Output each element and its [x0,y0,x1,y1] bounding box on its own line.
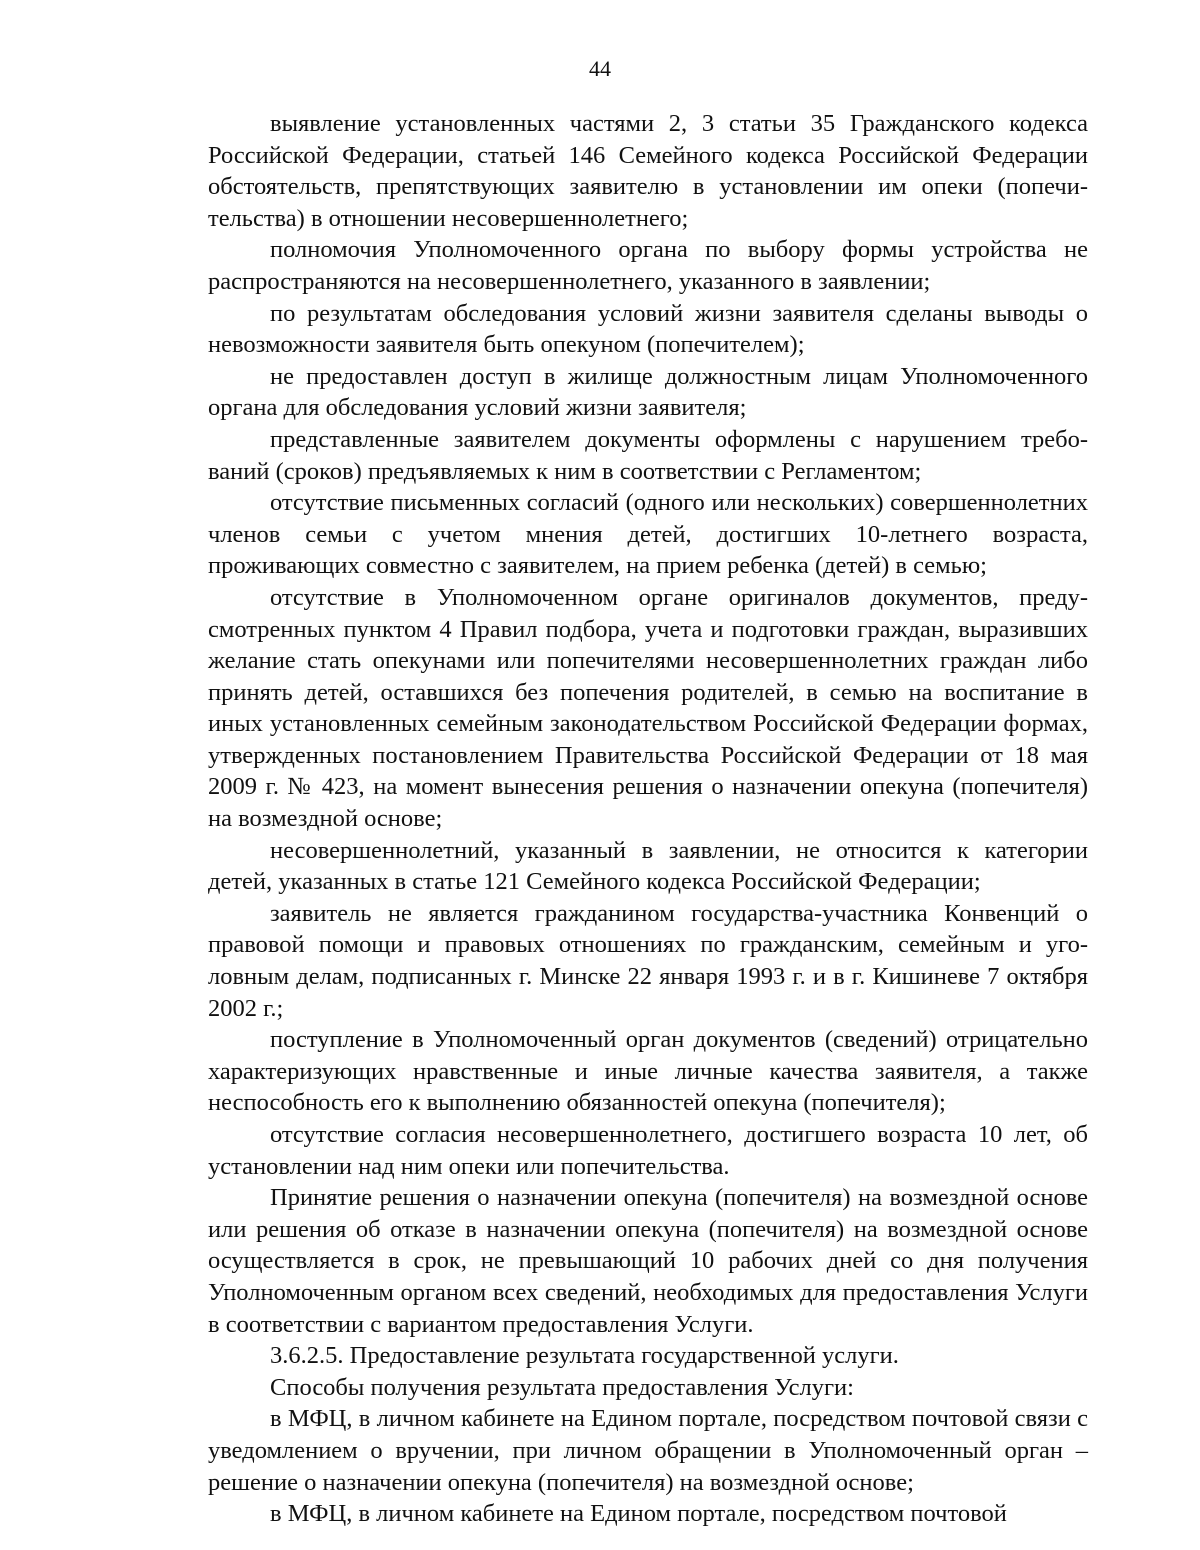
page-number: 44 [589,56,611,81]
paragraph: в МФЦ, в личном кабинете на Едином портале, посредством почтовой связи с уведомлением о вручении, при личном обращении в Уполномоченный орган – решение о назначении опекуна (попечителя) на возмездной основе; [208,1405,1088,1496]
paragraph: несовершеннолетний, указанный в заявлении, не относится к категории детей, указанных в статье 121 Семейного кодекса Российской Федерации; [208,836,1088,896]
document-body [208,108,1088,1530]
paragraph: Способы получения результата предоставления Услуги: [270,1373,854,1401]
paragraph: в МФЦ, в личном кабинете на Едином портале, посредством почтовой [270,1500,1007,1528]
paragraph: поступление в Уполномоченный орган документов (сведений) отрицательно характеризующих нравственные и иные личные качества заявителя, а также неспособность его к выполнению обязанностей опекуна (попечителя); [208,1026,1088,1117]
paragraph: отсутствие письменных согласий (одного или нескольких) совершеннолетних членов семьи с учетом мнения детей, достигших 10-летнего возраста, проживающих совместно с заявителем, на прием ребенка (детей) в семью; [208,489,1088,580]
paragraph: представленные заявителем документы оформлены с нарушением требований (сроков) предъявляемых к ним в соответствии с Регламентом; [208,425,1088,485]
paragraph: выявление установленных частями 2, 3 статьи 35 Гражданского кодекса Российской Федерации, статьей 146 Семейного кодекса Российской Федерации обстоятельств, препятствующих заявителю в установлении им опеки (попечительства) в отношении несовершеннолетнего; [208,110,1088,232]
paragraph: отсутствие в Уполномоченном органе оригиналов документов, предусмотренных пунктом 4 Правил подбора, учета и подготовки граждан, выразивших желание стать опекунами или попечителями несовершеннолетних граждан либо принять детей, оставшихся без попечения родителей, в семью на воспитание в иных установленных семейным законодательством Российской Федерации формах, утвержденных постановлением Правительства Российской Федерации от 18 мая 2009 г. № 423, на момент вынесения решения о назначении опекуна (попечителя) на возмездной основе; [208,583,1088,833]
paragraph: Принятие решения о назначении опекуна (попечителя) на возмездной основе или решения об отказе в назначении опекуна (попечителя) на возмездной основе осуществляется в срок, не превышающий 10 рабочих дней со дня получения Уполномоченным органом всех сведений, необходимых для предоставления Услуги в соответствии с вариантом предоставления Услуги. [208,1184,1088,1338]
paragraph: полномочия Уполномоченного органа по выбору формы устройства не распространяются на несовершеннолетнего, указанного в заявлении; [208,236,1088,295]
paragraph: по результатам обследования условий жизни заявителя сделаны выводы о невозможности заявителя быть опекуном (попечителем); [208,299,1088,359]
paragraph: заявитель не является гражданином государства-участника Конвенций о правовой помощи и правовых отношениях по гражданским, семейным и уголовным делам, подписанных г. Минске 22 января 1993 г. и в г. Кишиневе 7 октября 2002 г.; [208,899,1088,1022]
paragraph: 3.6.2.5. Предоставление результата государственной услуги. [270,1342,899,1370]
paragraph: не предоставлен доступ в жилище должностным лицам Уполномоченного органа для обследования условий жизни заявителя; [208,362,1088,422]
paragraph: отсутствие согласия несовершеннолетнего, достигшего возраста 10 лет, об установлении над ним опеки или попечительства. [208,1121,1088,1180]
